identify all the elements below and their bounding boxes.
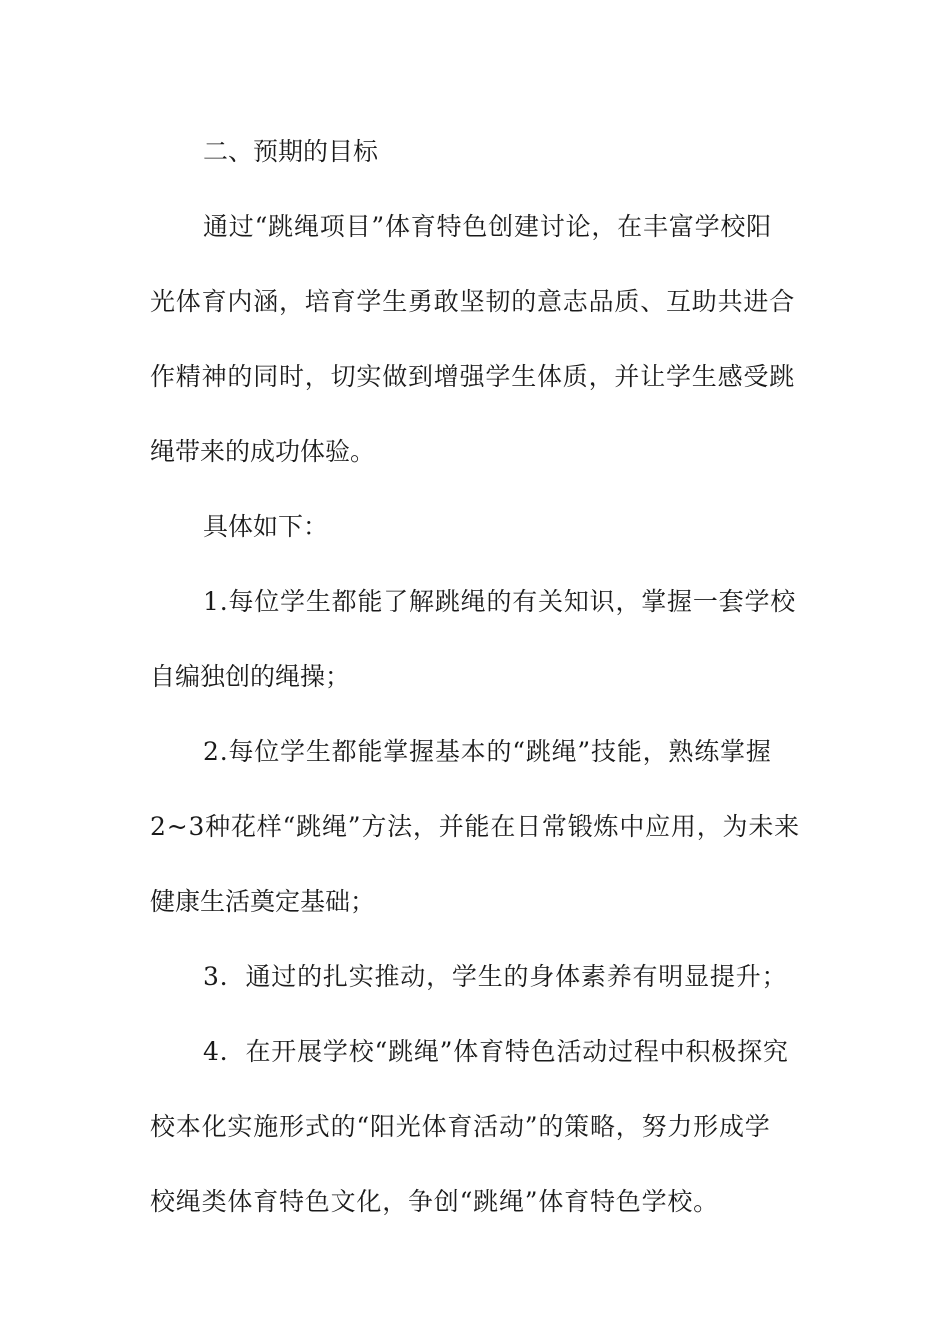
item-4-line-2: 校本化实施形式的“阳光体育活动”的策略，努力形成学 (150, 1112, 771, 1141)
intro-line-4: 绳带来的成功体验。 (150, 437, 376, 466)
item-4-line-1: 4．在开展学校“跳绳”体育特色活动过程中积极探究 (203, 1037, 789, 1066)
intro-line-3: 作精神的同时，切实做到增强学生体质，并让学生感受跳 (150, 362, 796, 391)
section-heading: 二、预期的目标 (203, 137, 379, 166)
item-2-line-1: 2.每位学生都能掌握基本的“跳绳”技能，熟练掌握 (203, 737, 772, 766)
item-2-line-2: 2~3种花样“跳绳”方法，并能在日常锻炼中应用，为未来 (150, 812, 800, 841)
item-1-line-1: 1.每位学生都能了解跳绳的有关知识，掌握一套学校 (203, 587, 797, 616)
item-4-line-3: 校绳类体育特色文化，争创“跳绳”体育特色学校。 (150, 1187, 719, 1216)
item-1-line-2: 自编独创的绳操； (150, 662, 351, 691)
intro-line-2: 光体育内涵，培育学生勇敢坚韧的意志品质、互助共进合 (150, 287, 796, 316)
item-2-line-3: 健康生活奠定基础； (150, 887, 376, 916)
item-3-line-1: 3．通过的扎实推动，学生的身体素养有明显提升； (203, 962, 788, 991)
intro-line-1: 通过“跳绳项目”体育特色创建讨论，在丰富学校阳 (203, 212, 772, 241)
details-lead: 具体如下： (203, 512, 329, 541)
